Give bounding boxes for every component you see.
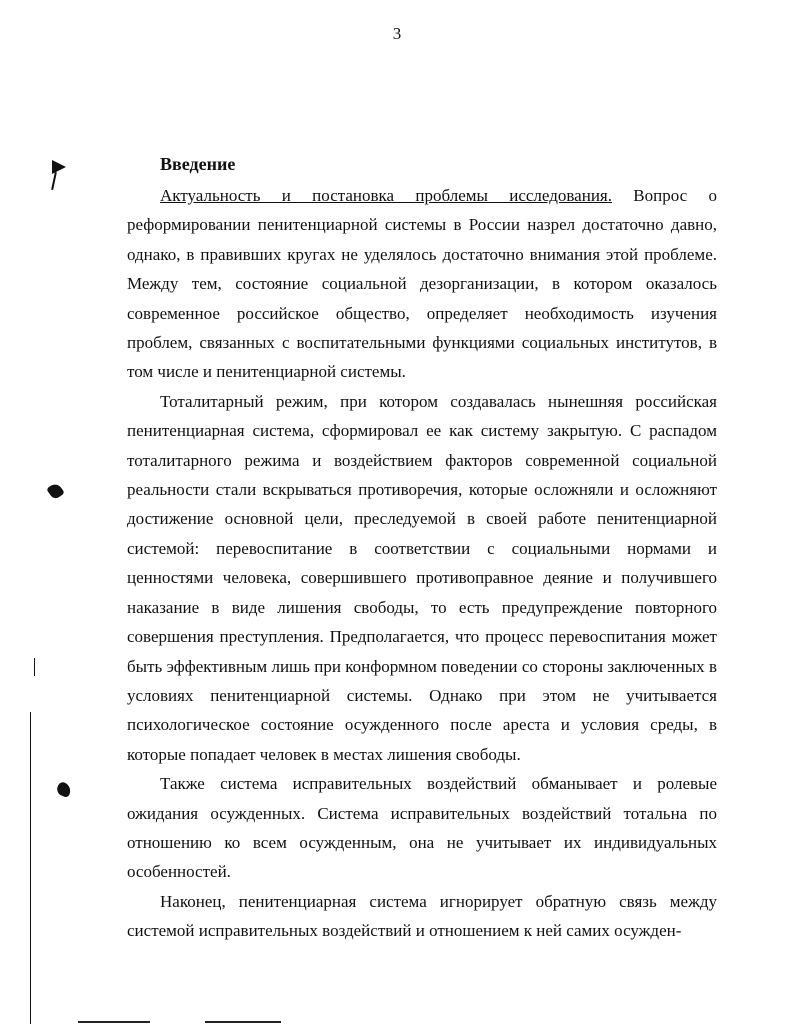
scan-marker-tail [51,172,57,190]
paragraph: Также система исправительных воздействий обманывает и ролевые ожидания осужденных. Система исправительных воздействий тотальна по отношению ко всем осужденным, она не учитывает их индивидуальных особенностей. [127,774,717,882]
body-text [127,181,717,946]
scan-marker-bottom [55,781,73,799]
scan-bottom-rule-right [205,1021,281,1023]
scan-line-left-short [34,658,35,676]
scan-bottom-rule-left [78,1021,150,1023]
section-title: Введение [160,154,236,174]
paragraph-text: Вопрос о реформировании пенитенциарной системы в России назрел достаточно давно, однако, в правивших кругах не уделялось достаточно внимания этой проблеме. Между тем, состояние социальной дезорганизации, в котором оказалось современное российское общество, определяет необходимость изучения проблем, связанных с воспитательными функциями социальных институтов, в том числе и пенитенциарной системы. [127,186,718,382]
paragraph: Наконец, пенитенциарная система игнорирует обратную связь между системой исправительных воздействий и отношением к ней самих осужден- [127,891,717,941]
scan-line-left-long [30,712,31,1024]
paragraph-lead: Актуальность и постановка проблемы исследования. [160,186,612,205]
scan-marker-middle [46,482,65,501]
paragraph: Тоталитарный режим, при котором создавалась нынешняя российская пенитенциарная система, сформировал ее как систему закрытую. С распадом тоталитарного режима и воздействием факторов современной социальной реальности стали вскрываться противоречия, которые осложняли и осложняют достижение основной цели, преследуемой в своей работе пенитенциарной системой: перевоспитание в соответствии с социальными нормами и ценностями человека, совершившего противоправное деяние и получившего наказание в виде лишения свободы, то есть предупреждение повторного совершения преступления. Предполагается, что процесс перевоспитания может быть эффективным лишь при конформном поведении со стороны заключенных в условиях пенитенциарной системы. Однако при этом не учитывается психологическое состояние осужденного после ареста и условия среды, в которые попадает человек в местах лишения свободы. [127,391,717,764]
page-number: 3 [392,24,402,43]
paragraph [127,181,717,387]
